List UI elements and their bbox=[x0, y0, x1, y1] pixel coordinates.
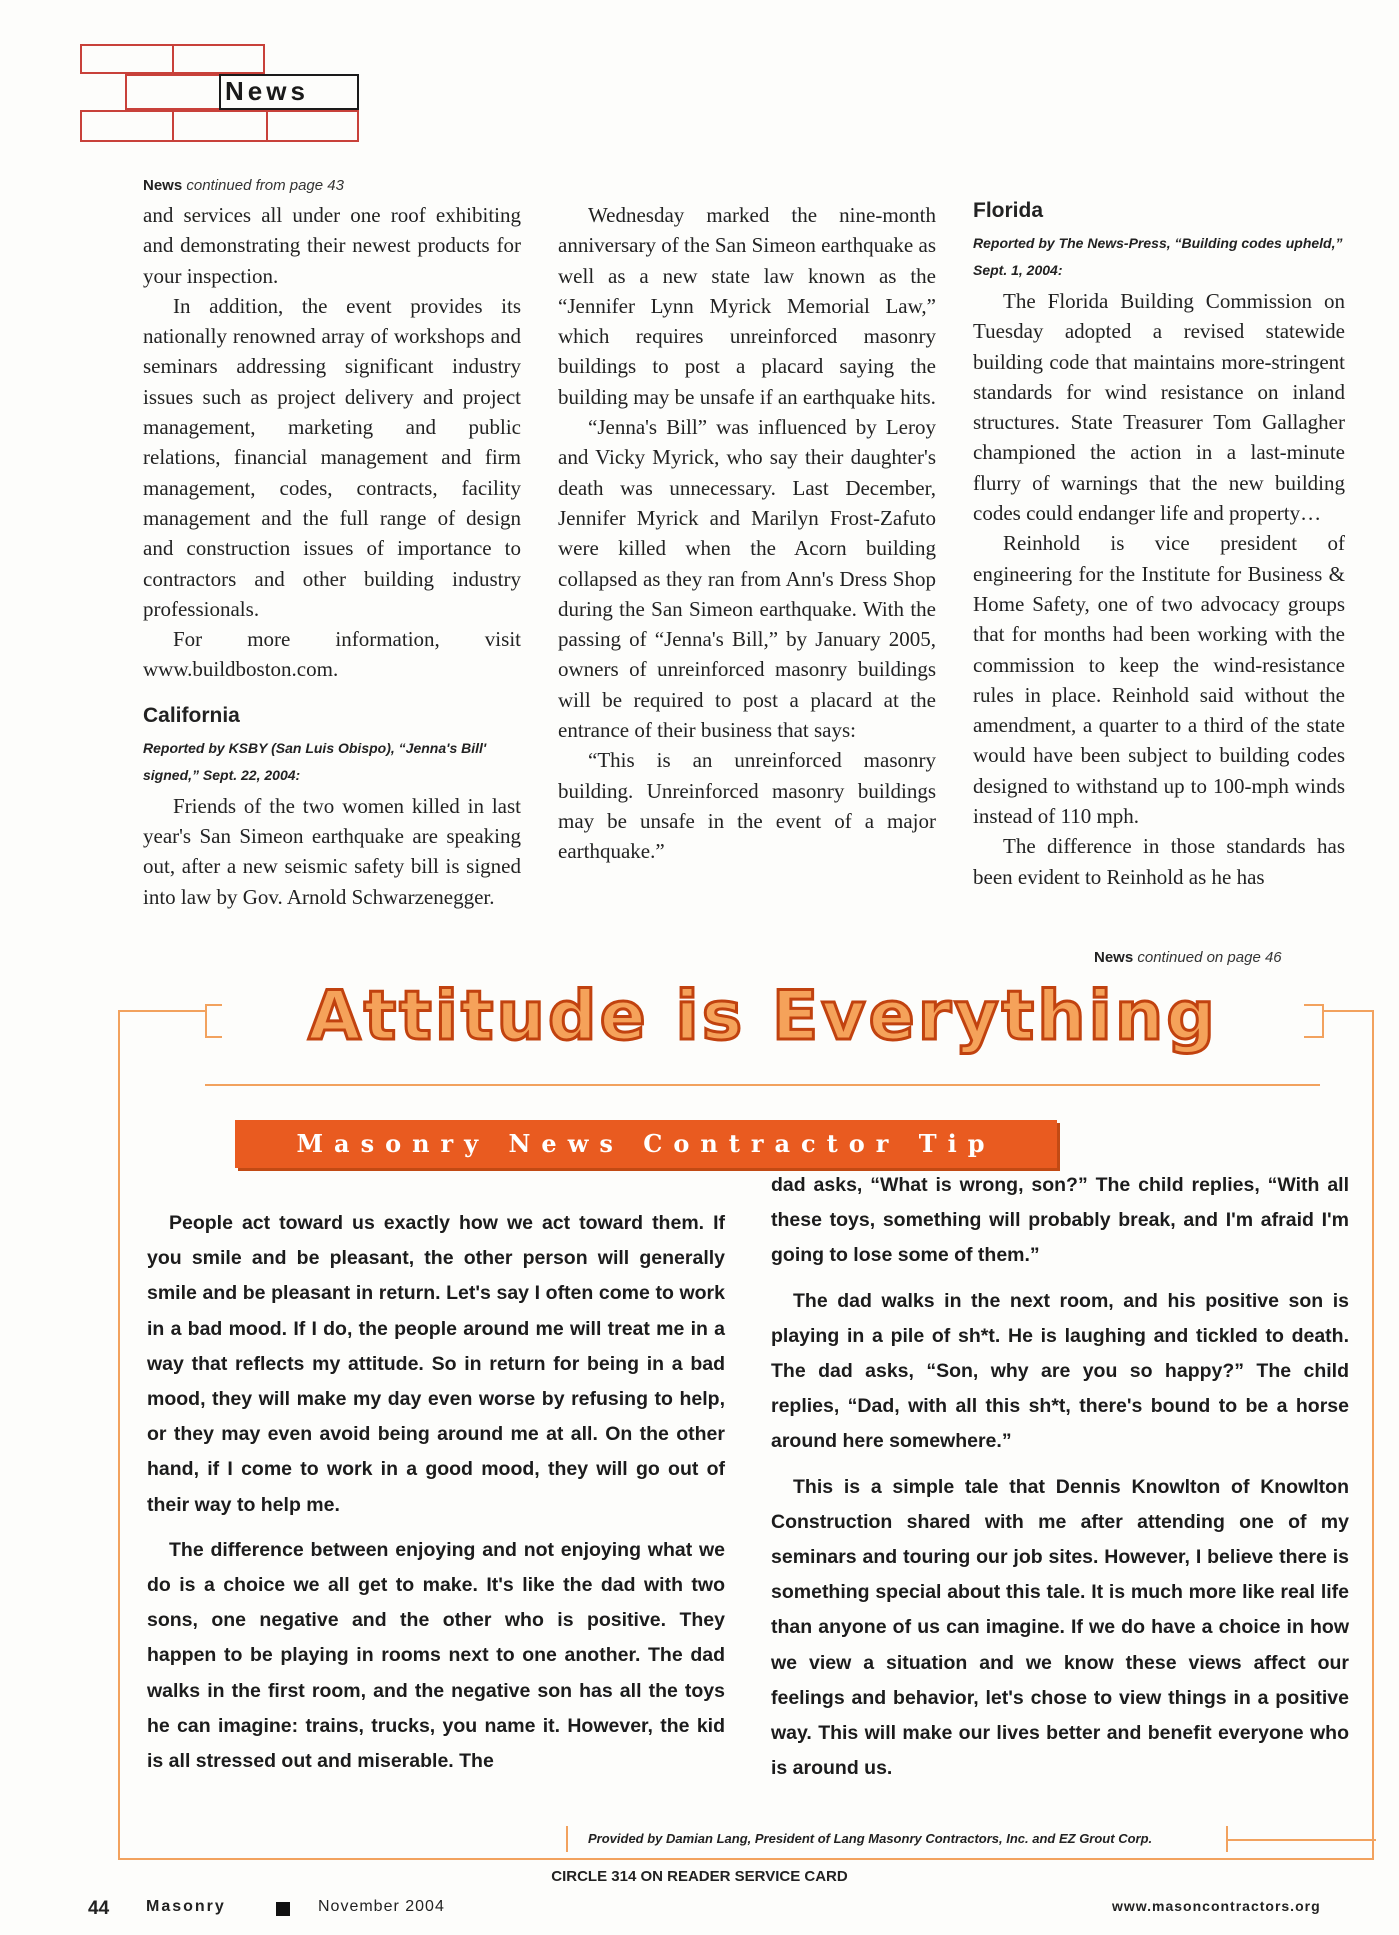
california-heading: California bbox=[143, 703, 240, 727]
continued-from bbox=[143, 176, 344, 196]
brick-7 bbox=[266, 110, 359, 142]
footer-issue: November 2004 bbox=[318, 1898, 445, 1915]
col1-para-3: For more information, visit www.buildboston.com. bbox=[143, 627, 521, 682]
reader-service: CIRCLE 314 ON READER SERVICE CARD bbox=[551, 1868, 848, 1885]
tip-column-left bbox=[147, 1206, 725, 1789]
florida-reported: Reported by The News-Press, “Building codes upheld,” Sept. 1, 2004: bbox=[973, 235, 1343, 278]
col1-para-1: and services all under one roof exhibiting and demonstrating their newest products for your inspection. bbox=[143, 203, 521, 288]
tip-right-para-1: dad asks, “What is wrong, son?” The child replies, “With all these toys, something will probably break, and I'm afraid I'm going to lose some of them.” bbox=[771, 1174, 1349, 1267]
brick-6 bbox=[172, 110, 268, 142]
continued-from-text: continued from page 43 bbox=[186, 177, 344, 194]
footer-page-number: 44 bbox=[88, 1898, 110, 1919]
article-column-2 bbox=[558, 200, 936, 867]
tip-right-para-2: The dad walks in the next room, and his positive son is playing in a pile of sh*t. He is laughing and tickled to death. The dad asks, “Son, why are you so happy?” The child replies, “Dad, with all this sh*t, there's bound to be a horse around here somewhere.” bbox=[771, 1289, 1349, 1453]
tip-right-para-3: This is a simple tale that Dennis Knowlton of Knowlton Construction shared with me after attending one of my seminars and touring our job sites. However, I believe there is something special about this tale. It is much more like real life than anyone of us can imagine. If we do have a choice in how we view a situation and we know these views affect our feelings and behavior, let's chose to view things in a positive way. This will make our lives better and benefit everyone who is around us. bbox=[771, 1475, 1349, 1780]
tip-left-para-2: The difference between enjoying and not enjoying what we do is a choice we all get to make. It's like the dad with two sons, one negative and the other who is positive. They happen to be playing in rooms next to one another. The dad walks in the first room, and the negative son has all the toys he can imagine: trains, trucks, you name it. However, the kid is all stressed out and miserable. The bbox=[147, 1538, 725, 1773]
continued-on bbox=[1094, 948, 1282, 968]
col3-para-2: Reinhold is vice president of engineering for the Institute for Business & Home Safety, one of two advocacy groups that for months had been working with the commission to keep the wind-resistance rules in place. Reinhold said without the amendment, a quarter to a third of the state would have been subject to building codes designed to withstand up to 100-mph winds instead of 110 mph. bbox=[973, 531, 1345, 829]
california-reported: Reported by KSBY (San Luis Obispo), “Jenna's Bill' signed,” Sept. 22, 2004: bbox=[143, 739, 487, 783]
footer-website: www.masoncontractors.org bbox=[1112, 1898, 1321, 1914]
florida-heading: Florida bbox=[973, 199, 1044, 222]
article-column-3 bbox=[973, 196, 1345, 892]
tip-column-right bbox=[771, 1168, 1349, 1796]
col2-para-3: “This is an unreinforced masonry building. Unreinforced masonry buildings may be unsafe in the event of a major earthquake.” bbox=[558, 748, 936, 864]
brick-3 bbox=[125, 74, 221, 110]
credit-bar-left bbox=[566, 1826, 568, 1852]
section-label: News bbox=[225, 76, 309, 106]
continued-on-text: continued on page 46 bbox=[1137, 949, 1282, 966]
continued-on-label: News bbox=[1094, 949, 1134, 966]
tip-title: Attitude is Everything bbox=[222, 972, 1304, 1062]
col3-para-1: The Florida Building Commission on Tuesday adopted a revised statewide building code that maintains more-stringent standards for wind resistance on inland structures. State Treasurer Tom Gallagher championed the action in a last-minute flurry of warnings that the new building codes could endanger life and property… bbox=[973, 289, 1345, 526]
continued-from-label: News bbox=[143, 177, 183, 194]
tip-left-para-1: People act toward us exactly how we act toward them. If you smile and be pleasant, the other person will generally smile and be pleasant in return. Let's say I often come to work in a bad mood. If I do, the people around me will treat me in a way that reflects my attitude. So in return for being in a bad mood, they will make my day even worse by refusing to help, or they may even avoid being around me at all. On the other hand, if I come to work in a good mood, they will go out of their way to help me. bbox=[147, 1212, 725, 1516]
article-column-1 bbox=[143, 200, 521, 912]
title-deco-right bbox=[1302, 1004, 1324, 1038]
tip-title-underline bbox=[205, 1084, 1320, 1086]
brick-5 bbox=[80, 110, 174, 142]
col2-para-2: “Jenna's Bill” was influenced by Leroy and Vicky Myrick, who say their daughter's death was unnecessary. Last December, Jennifer Myrick and Marilyn Frost-Zafuto were killed when the Acorn building collapsed as they ran from Ann's Dress Shop during the San Simeon earthquake. With the passing of “Jenna's Bill,” by January 2005, owners of unreinforced masonry buildings will be required to post a placard at the entrance of their business that says: bbox=[558, 415, 936, 743]
credit-line bbox=[1228, 1839, 1376, 1841]
brick-2 bbox=[172, 44, 265, 74]
footer-square-icon bbox=[276, 1902, 290, 1916]
col1-para-4: Friends of the two women killed in last year's San Simeon earthquake are speaking out, after a new seismic safety bill is signed into law by Gov. Arnold Schwarzenegger. bbox=[143, 793, 521, 909]
brick-1 bbox=[80, 44, 174, 74]
tip-credit bbox=[566, 1826, 1376, 1852]
col1-para-2: In addition, the event provides its nationally renowned array of workshops and seminars addressing significant industry issues such as project delivery and project management, marketing and public relations, financial management and firm management, codes, contracts, facility management and the full range of design and construction issues of importance to contractors and other building industry professionals. bbox=[143, 293, 521, 621]
tip-banner: Masonry News Contractor Tip bbox=[235, 1120, 1057, 1168]
col3-para-3: The difference in those standards has been evident to Reinhold as he has bbox=[973, 834, 1345, 889]
col2-para-1: Wednesday marked the nine-month anniversary of the San Simeon earthquake as well as a new state law known as the “Jennifer Lynn Myrick Memorial Law,” which requires unreinforced masonry buildings to post a placard saying the building may be unsafe if an earthquake hits. bbox=[558, 203, 936, 409]
credit-text: Provided by Damian Lang, President of Lang Masonry Contractors, Inc. and EZ Grout Corp. bbox=[588, 1831, 1153, 1846]
footer-magazine: Masonry bbox=[146, 1898, 226, 1915]
